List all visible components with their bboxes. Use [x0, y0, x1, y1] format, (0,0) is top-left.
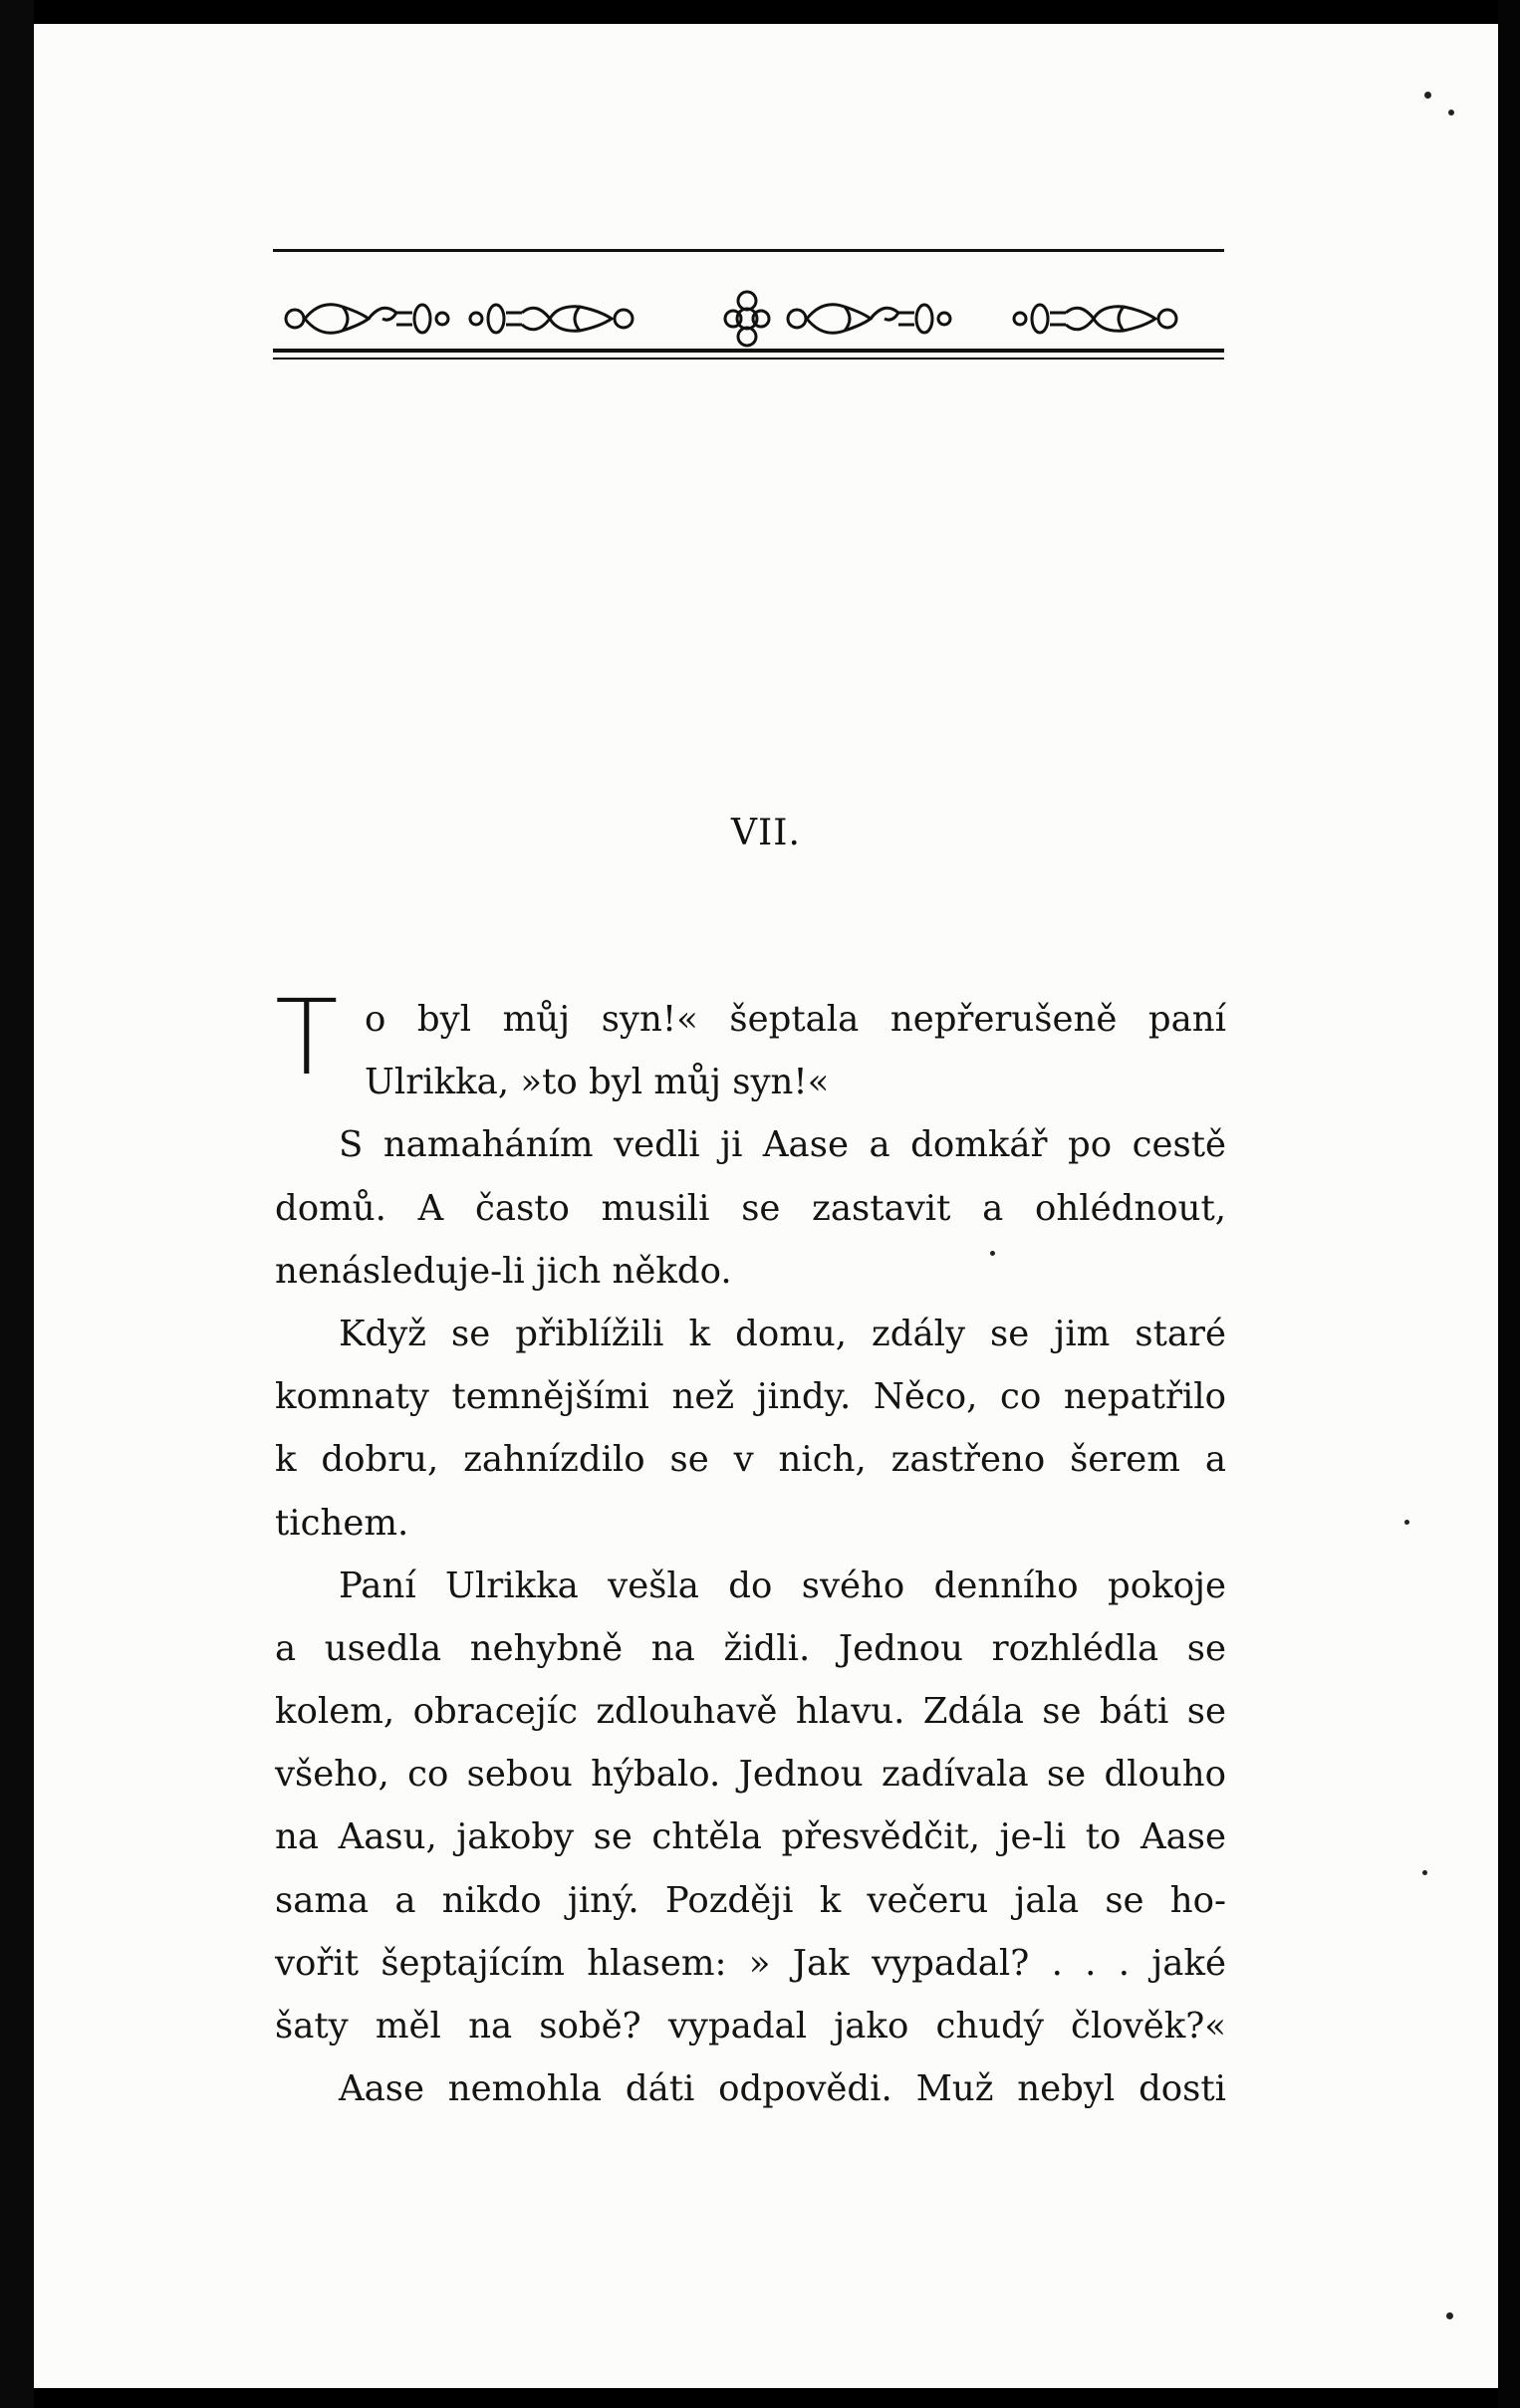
- book-page: [34, 24, 1498, 2388]
- text-line: Ulrikka, »to byl můj syn!«: [365, 1062, 830, 1103]
- text-line: vořit šeptajícím hlasem: » Jak vypadal? . . . jaké: [275, 1942, 1226, 1984]
- text-line: šaty měl na sobě? vypadal jako chudý člověk?«: [275, 2006, 1226, 2047]
- scan-speck: [1424, 92, 1431, 99]
- scan-left-edge: [0, 0, 34, 2408]
- bottom-rule-thin: [273, 358, 1224, 360]
- text-line: sama a nikdo jiný. Později k večeru jala se ho-: [275, 1879, 1226, 1921]
- chapter-number: VII.: [731, 813, 801, 853]
- floral-headpiece-icon: [273, 279, 1224, 359]
- drop-cap: T: [275, 977, 339, 1098]
- text-line: kolem, obracejíc zdlouhavě hlavu. Zdála se báti se: [275, 1691, 1226, 1733]
- text-line: S namaháním vedli ji Aase a domkář po cestě: [339, 1124, 1226, 1166]
- scan-speck: [1446, 2312, 1453, 2319]
- bottom-rule-thick: [273, 349, 1224, 353]
- text-line: Paní Ulrikka vešla do svého denního pokoje: [339, 1565, 1226, 1606]
- scan-speck: [990, 1251, 995, 1256]
- text-line: domů. A často musili se zastavit a ohlédnout,: [275, 1187, 1226, 1229]
- scan-speck: [1448, 110, 1454, 116]
- text-line: tichem.: [275, 1502, 409, 1544]
- top-rule: [273, 249, 1224, 252]
- body-text: [275, 977, 1226, 2120]
- scan-right-edge: [1498, 0, 1520, 2408]
- scan-speck: [1422, 1870, 1427, 1875]
- text-line: nenásleduje-li jich někdo.: [275, 1250, 732, 1292]
- text-line: k dobru, zahnízdilo se v nich, zastřeno šerem a: [275, 1439, 1226, 1481]
- scan-speck: [1404, 1520, 1409, 1525]
- text-line: všeho, co sebou hýbalo. Jednou zadívala se dlouho: [275, 1754, 1226, 1796]
- text-line: a usedla nehybně na židli. Jednou rozhlédla se: [275, 1627, 1226, 1669]
- text-line: na Aasu, jakoby se chtěla přesvědčit, je-li to Aase: [275, 1816, 1226, 1858]
- text-line: Aase nemohla dáti odpovědi. Muž nebyl dosti: [339, 2068, 1226, 2110]
- text-line: komnaty temnějšími než jindy. Něco, co nepatřilo: [275, 1376, 1226, 1418]
- text-line: o byl můj syn!« šeptala nepřerušeně paní: [365, 999, 1226, 1040]
- text-line: Když se přiblížili k domu, zdály se jim staré: [339, 1313, 1226, 1354]
